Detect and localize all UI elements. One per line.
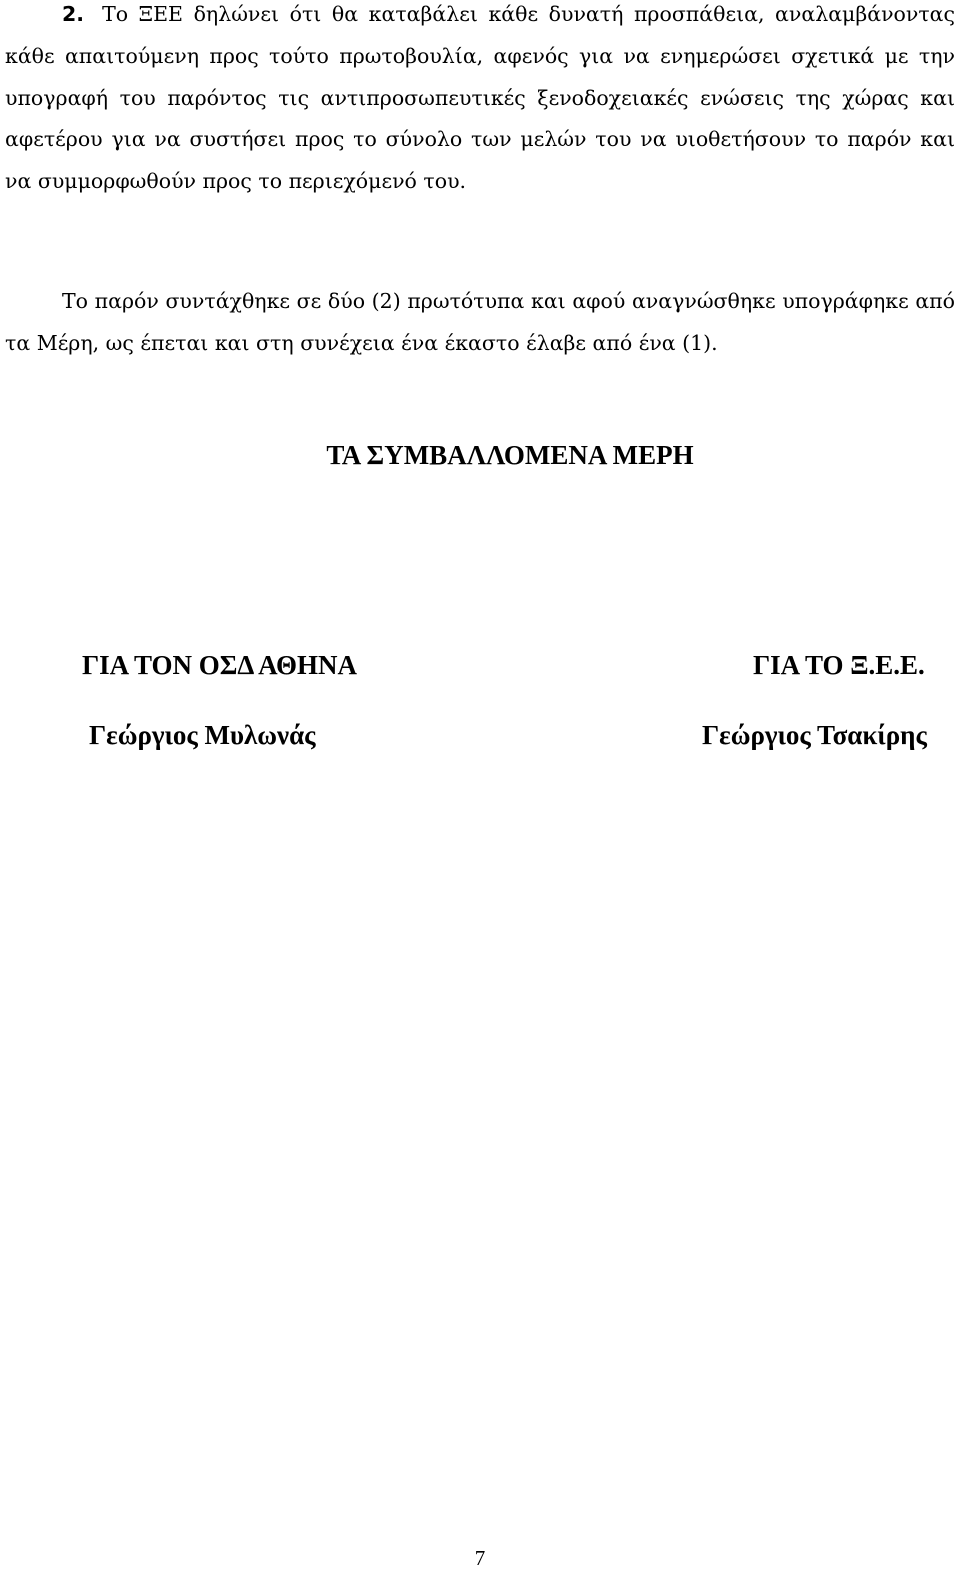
right-party-title: ΓΙΑ ΤΟ Ξ.Ε.Ε. [753, 650, 925, 680]
paragraph-2-clause [5, 0, 955, 203]
left-party-title: ΓΙΑ ΤΟΝ ΟΣΔ ΑΘΗΝΑ [82, 650, 358, 680]
right-signatory-name: Γεώργιος Τσακίρης [702, 720, 927, 750]
left-signatory-name: Γεώργιος Μυλωνάς [89, 720, 316, 750]
page-number: 7 [474, 1546, 486, 1570]
parties-heading: ΤΑ ΣΥΜΒΑΛΛΟΜΕΝΑ ΜΕΡΗ [326, 440, 694, 470]
clause-text: Το ΞΕΕ δηλώνει ότι θα καταβάλει κάθε δυνατή προσπάθεια, αναλαμβάνοντας κάθε απαιτούμενη προς τούτο πρωτοβουλία, αφενός για να ενημερώσει σχετικά με την υπογραφή του παρόντος τις αντιπροσωπευτικές ξενοδοχειακές ενώσεις της χώρας και αφετέρου για να συστήσει προς το σύνολο των μελών του να υιοθετήσουν το παρόν και να συμμορφωθούν προς το περιεχόμενό του. [5, 2, 955, 194]
closing-paragraph: Το παρόν συντάχθηκε σε δύο (2) πρωτότυπα και αφού αναγνώσθηκε υπογράφηκε από τα Μέρη, ως έπεται και στη συνέχεια ένα έκαστο έλαβε από ένα (1). [5, 289, 955, 355]
clause-number: 2. [62, 2, 85, 26]
